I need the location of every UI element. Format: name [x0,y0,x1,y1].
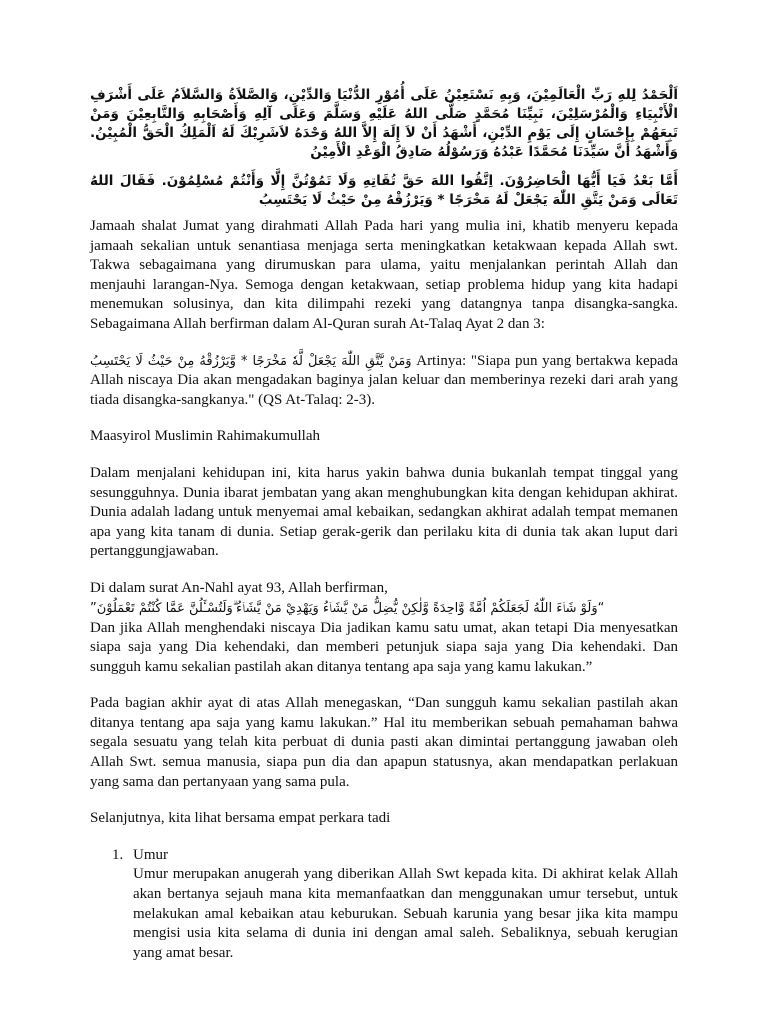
paragraph-greeting: Maasyirol Muslimin Rahimakumullah [90,428,320,445]
an-nahl-translation: Dan jika Allah menghendaki niscaya Dia jadikan kamu satu umat, akan tetapi Dia menyesatkan siapa saja yang Dia kehendaki, dan memberi petunjuk siapa saja yang Dia kehendaki. Dan sungguh kamu sekalian pastilah akan ditanya tentang apa saja yang kamu lakukan.” [90,619,678,675]
paragraph-taqwa-intro: Jamaah shalat Jumat yang dirahmati Allah Pada hari yang mulia ini, khatib menyeru kepada jamaah sekalian untuk senantiasa menjaga serta meningkatkan ketakwaan kepada Allah swt. Takwa sebagaimana yang dirumuskan para ulama, yaitu menjalankan perintah Allah dan menjauhi larangan-Nya. Semoga dengan ketakwaan, setiap problema hidup yang kita hadapi menemukan solusinya, dan kita dilimpahi rezeki yang datangnya tanpa disangka-sangka. Sebagaimana Allah berfirman dalam Al-Quran surah At-Talaq Ayat 2 dan 3: [90,218,678,332]
list-item-body: Umur merupakan anugerah yang diberikan Allah Swt kepada kita. Di akhirat kelak Allah akan bertanya sejauh mana kita memanfaatkan dan menggunakan umur tersebut, untuk melakukan amal kebaikan atau keburukan. Sebuah karunia yang besar jika kita mampu mengisi usia kita selama di dunia ini dengan amal saleh. Sebaliknya, sebuah kerugian yang amat besar. [133,866,678,961]
an-nahl-arabic-verse: “وَلَوْ شَاۤءَ اللّٰهُ لَجَعَلَكُمْ اُمَّةً وَّاحِدَةً وَّلٰكِنْ يُّضِلُّ مَنْ يَّشَاۤءُ وَيَهْدِيْ مَنْ يَّشَاۤءُ ۗوَلَتُسْـَٔلُنَّ عَمَّا كُنْتُمْ تَعْمَلُوْنَ” [90,600,605,616]
arabic-opening-praise: اَلْحَمْدُ لِلهِ رَبِّ الْعَالَمِيْنَ، وَبِهِ نَسْتَعِيْنُ عَلَى أُمُوْرِ الدُّنْيَا وَالدِّيْنِ، وَالصَّلاَةُ وَالسَّلاَمُ عَلَى أَشْرَفِ الْأَنْبِيَاءِ وَالْمُرْسَلِيْنَ، نَبِيِّنَا مُحَمَّدٍ صَلَّى اللهُ عَلَيْهِ وَسَلَّمَ وَعَلَى آلِهِ وَأَصْحَابِهِ وَالتَّابِعِيْنَ وَمَنْ تَبِعَهُمْ بِإِحْسَانٍ إِلَى يَوْمِ الدِّيْنِ، أَشْهَدُ أَنْ لاَ إِلَهَ إِلاَّ اللهُ وَحْدَهُ لاَشَرِيْكَ لَهُ اَلْمَلِكُ الْحَقُّ الْمُبِيْنُ. وَأَشْهَدُ أَنَّ سَيِّدَنَا مُحَمَّدًا عَبْدُهُ وَرَسُوْلُهُ صَادِقُ الْوَعْدِ الْأَمِيْنُ [90,87,678,160]
paragraph-world-life: Dalam menjalani kehidupan ini, kita harus yakin bahwa dunia bukanlah tempat tinggal yang sesungguhnya. Dunia ibarat jembatan yang akan menghubungkan kita dengan kehidupan akhirat. Dunia adalah ladang untuk menyemai amal kebaikan, sedangkan akhirat adalah tempat memanen apa yang kita tanam di dunia. Setiap gerak-gerik dan perilaku kita di dunia tak akan luput dari pertanggungjawaban. [90,464,678,560]
document-page [90,86,678,963]
list-item [90,846,678,964]
at-talaq-translation: Artinya: "Siapa pun yang bertakwa kepada Allah niscaya Dia akan mengadakan baginya jalan keluar dan memberinya rezeki dari arah yang tiada disangka-sangkanya." (QS At-Talaq: 2-3). [90,352,678,408]
paragraph-accountability: Pada bagian akhir ayat di atas Allah menegaskan, “Dan sungguh kamu sekalian pastilah akan ditanya tentang apa saja yang kamu lakukan.” Hal itu memberikan sebuah pemahaman bahwa segala sesuatu yang telah kita perbuat di dunia pasti akan dimintai pertanggung jawaban oleh Allah Swt. semua manusia, siapa pun dia dan apapun statusnya, akan mendapatkan perlakuan yang sama dan pertanyaan yang sama pula. [90,695,678,790]
paragraph-an-nahl-intro: Di dalam surat An-Nahl ayat 93, Allah berfirman, [90,579,388,596]
paragraph-four-matters-intro: Selanjutnya, kita lihat bersama empat perkara tadi [90,810,391,827]
list-item-number: 1. [112,846,124,863]
numbered-list [90,846,678,964]
paragraph-at-talaq-verse [90,352,678,411]
paragraph-an-nahl-verse [90,599,678,678]
list-item-title: Umur [133,846,168,863]
at-talaq-arabic-verse: وَمَنْ يَّتَّقِ اللّٰهَ يَجْعَلْ لَّهٗ مَخْرَجًا * وَّيَرْزُقْهُ مِنْ حَيْثُ لَا يَحْتَسِبُ [90,353,412,369]
arabic-opening-taqwa: أَمَّا بَعْدُ فَيَا أَيُّهَا الْحَاضِرُوْنَ. اِتَّقُوا اللهَ حَقَّ تُقَاتِهِ وَلَا تَمُوْتُنَّ إِلَّا وَأَنْتُمْ مُسْلِمُوْنَ. فَقَالَ اللهُ تَعَالَى وَمَنْ يَتَّقِ اللّٰهَ يَجْعَلْ لَهُ مَخْرَجًا * وَيَرْزُقْهُ مِنْ حَيْثُ لَا يَحْتَسِبُ [90,173,678,208]
